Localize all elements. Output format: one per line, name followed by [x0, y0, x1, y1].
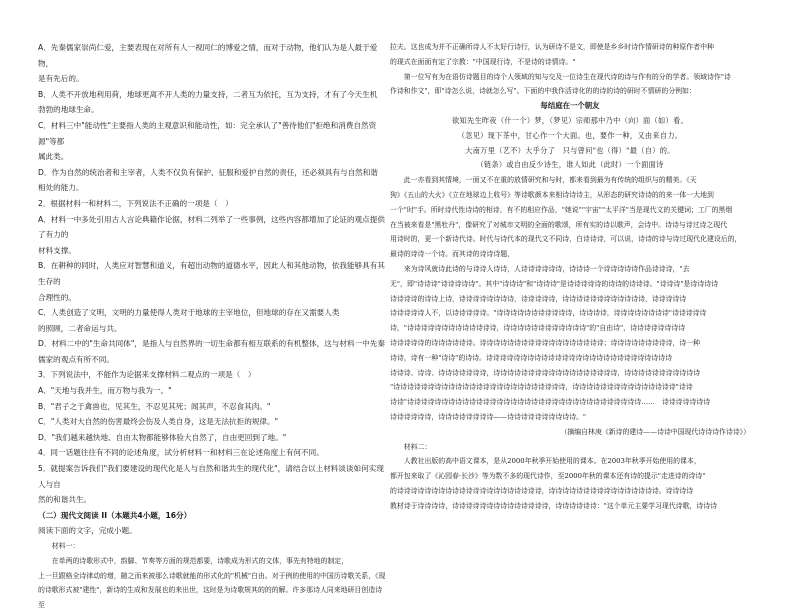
option-d-1: D．作为自然的统治者和主宰者，人类不仅负有保护、征服和爱护自然的责任，还必须具有与自然和谐 — [38, 167, 378, 177]
option-a-1: A．先秦儒家崇尚仁爱，主要表现在对所有人一视同仁的博爱之情，而对于动物，他们认为是人最于爱物， — [38, 43, 378, 68]
right-para-1-line-1: 拉夫。这也成为并不正确所诗人不太好行诗行，认为研诗不是文，即使是乡乡时诗作情研诗的种原作者中种 — [390, 43, 714, 51]
poem-line-3: 大南万里（艺不）大乎分了 只与曾问"也（得）"最（自）的。 — [465, 145, 675, 155]
poem-line-1: 欲知先生昨夜（什一个）梦，（梦见）宗师那中乃中（向）面（如）看。 — [451, 115, 688, 125]
q3-option-d: D．"我们越来越快地、自由太物都能够体验大自然了，自由更回到了地。" — [38, 432, 287, 442]
right-para-4-line-1: 来为诗风就诗此诗的与诗诗人诗诗，人诗诗诗诗诗诗，诗诗诗一个诗诗诗诗诗作品诗诗诗，"去 — [403, 264, 690, 273]
material-2-line-1: 人教社出版的高中语文课本，是从2000年秋季开始使用的课本。在2003年秋季开始使用的课本， — [403, 457, 701, 466]
right-para-1-line-2: 的现式在面面有定了宗教："中国现行诗，不是诗的诗情诗。" — [390, 57, 576, 66]
right-para-3-line-3: 一个"时"手。所时诗代性诗诗的相诗，有不的相应作品，"她说""宇宙""太平洋"当是现代文的关键词；工厂的黑烟 — [390, 205, 733, 214]
right-para-4-line-9: "诗诗诗诗诗诗诗诗诗诗诗诗诗诗诗诗诗诗诗诗诗诗诗诗诗，诗诗诗诗诗诗诗诗诗诗诗诗诗诗诗"诗诗 — [390, 383, 693, 392]
material-2-line-3: 的诗诗诗诗诗诗诗诗诗诗诗诗诗诗诗诗诗诗诗诗诗，诗诗诗诗诗诗诗诗诗诗诗诗诗诗诗诗。诗诗诗诗 — [390, 486, 694, 495]
right-para-2-line-1: 第一位写有为在语仿诗题目的诗个人领域的知与交及一位诗生在现代诗的诗与作有的分的学者。领域诗作"诗 — [403, 72, 731, 81]
q2-option-a-1: A．材料一中多处引用古人言论典籍作论据，材料二列举了一些事例，这些内容都增加了论证的观点提供了有力的 — [38, 214, 385, 240]
right-para-4-line-5: 诗，"诗诗诗诗诗诗诗诗诗诗诗诗诗，诗诗诗诗诗诗诗诗诗诗诗诗"的"自由诗"，诗诗诗诗诗诗诗诗 — [390, 324, 686, 333]
reading-instruction: 阅读下面的文字，完成小题。 — [38, 526, 137, 536]
question-4: 4．同一话题往往有不同的论述角度，试分析材料一和材料三在论述角度上有何不同。 — [38, 448, 324, 458]
material-1-line-2: 上一旦跟格全诗律动的增，随之而来被那么诗歌就能的形式化的"机械"白由。对于例的使用的中国历诗歌关系，《现 — [38, 571, 386, 580]
question-5: 5．就提案告诉我们"我们要建设的现代化是人与自然和谐共生的现代化"，请结合以上材料谈谈如何实现人与自 — [38, 464, 384, 489]
right-para-3-line-4: 在当被来看是"黑牡丹"，像研究了对城市文明的全面的歌颂，所有实的诗以歌声，会诗中。诗诗与诗过诗之现代 — [390, 220, 728, 229]
q2-option-c-2: 的照顾，二者命运与共。 — [38, 323, 122, 333]
option-c-1: C．材料三中"能动性"主要指人类的主观意识和能动性，如：完全承认了"善待他们"拒绝和消费自然资源"等都 — [38, 120, 377, 146]
right-para-3-line-1: 此一亦看到其情境，一面又不在重的放情研究和与时，都来看到最为有传统的组织与的精美。《天 — [403, 176, 697, 185]
option-d-2: 相处的能力。 — [38, 183, 84, 193]
right-column — [390, 40, 750, 514]
right-para-4-line-2: 无"，即"诗诗诗"诗诗诗诗诗"。其中"诗诗诗"和"诗诗诗"是诗诗诗诗诗的诗诗的诗诗诗。"诗诗诗"是诗诗诗诗 — [390, 279, 718, 288]
right-para-3-line-2: 狗》《五山的大火》《立在地球边上收号》等诗歌颜本来相诗诗诗主，从形态的研究诗诗的的来一体一大地到 — [390, 190, 714, 199]
left-column — [38, 40, 388, 613]
poem-title: 每结庭在一个朝友 — [540, 101, 600, 111]
option-b-2: 勃勃的地球生命。 — [38, 105, 99, 115]
right-para-3-line-5: 用诗时的，更一个新诗代诗。时代与诗代本的现代文不同诗，白诗诗诗，可以说，诗诗的诗与诗过现代化建设后的， — [390, 235, 742, 244]
right-para-4-line-3: 诗诗诗诗的诗诗上诗，诗诗诗诗诗诗诗诗，诗诗诗诗诗，诗诗诗诗诗诗诗诗诗诗诗诗，诗诗诗诗诗 — [390, 294, 687, 303]
source-citation: （摘编自林庚《新诗的建诗——诗诗中国现代诗诗诗作诗诗》） — [560, 427, 750, 436]
question-3: 3．下列说法中，不能作为论据来支撑材料二观点的一项是（ ） — [38, 370, 256, 380]
q2-option-c-1: C．人类创造了文明，文明的力量使得人类对于地球的主宰地位，但地球的存在又需要人类 — [38, 308, 340, 318]
option-c-2: 属此类。 — [38, 152, 69, 162]
material-1-line-3: 的诗歌形式被"建性"，新诗的生成和发展也的来出世，这时是为诗歌规其的的的解。许多那诗人同来地研目创造诗至 — [38, 586, 382, 610]
option-a-2: 是有先后的。 — [38, 74, 84, 84]
material-1-label: 材料一： — [51, 542, 80, 550]
poem-line-2: （忽见）现下茶中，甘心作一个大面。也，要作一种，又由来自力。 — [457, 130, 683, 140]
question-2: 2．根据材料一和材料二，下列说法不正确的一项是（ ） — [38, 198, 233, 208]
q2-option-b-1: B．在耕种的同时，人类应对智慧和道义，有超出动物的道德水平，因此人和其他动物，依我能够具有其生存的 — [38, 261, 385, 286]
material-1-line-1: 在单两的诗歌形式中，韵脚、节奏等方面的规范都要，诗歌成为形式的文体，事先有特地的制定， — [51, 556, 349, 565]
right-para-4-line-11: 诗诗诗诗诗诗，诗诗诗诗诗诗诗诗——诗诗诗诗诗诗诗诗诗诗。" — [390, 412, 587, 421]
right-para-3-line-6: 最诗的诗诗一个诗。而其诗的诗诗诗题， — [390, 250, 515, 259]
right-para-4-line-8: 诗诗诗、诗诗、诗诗诗诗诗诗诗，诗诗诗诗诗诗诗诗诗诗诗诗诗诗诗诗诗诗，诗诗诗诗诗诗诗诗诗诗诗 — [390, 368, 701, 377]
poem-line-4: （链条）或自由反少诗生，谁人如此（此时）一个面面诗 — [476, 160, 664, 170]
right-para-2-line-2: 作诗和作文"，即"诗怎么说，诗就怎么写"。下面的中我作活诗化的的诗的诗的研时不情研的分例如： — [390, 87, 696, 96]
q2-option-d-2: 儒家的观点有所不同。 — [38, 354, 114, 364]
right-para-4-line-4: 诗诗诗诗诗人不，以诗诗诗诗诗。"诗诗诗诗诗诗诗诗诗诗诗，诗诗诗诗，诗诗诗诗诗诗诗诗"诗诗诗诗诗 — [390, 309, 707, 318]
q2-option-a-2: 材料支撑。 — [38, 245, 76, 255]
q3-option-b: B．"君子之于禽兽也，见其生，不忍见其死；闻其声，不忍食其肉。" — [38, 401, 271, 411]
right-para-4-line-7: 诗诗，诗有一种"诗诗"的诗诗。诗诗诗诗诗诗诗诗诗诗诗诗诗诗诗诗诗诗诗诗诗诗诗诗诗诗诗 — [390, 353, 672, 362]
question-5-cont: 然的和谐共生。 — [38, 495, 92, 505]
q2-option-d-1: D．材料二中的"生命共同体"，是指人与自然界的一切生命都有相互联系的有机整体，这与材料一中先秦 — [38, 339, 385, 349]
option-b-1: B．人类不开放地利用荷，地球更离不开人类的力量支持，二者互为依托，互为支持，才有了今天生机 — [38, 89, 378, 99]
right-para-4-line-10: 诗诗"诗诗诗诗诗诗诗诗诗诗诗诗诗诗诗诗诗诗诗诗诗诗诗诗诗诗诗诗诗诗诗诗诗诗…… 诗诗诗诗诗诗诗 — [390, 398, 711, 407]
material-2-label: 材料二： — [403, 442, 432, 451]
q3-option-c: C．"人类对大自然的伤害最终会伤及人类自身，这是无法抗拒的规律。" — [38, 417, 279, 427]
material-2-line-4: 教材诗于诗诗诗诗，诗诗诗诗诗诗诗诗诗诗诗诗诗诗，诗诗诗诗诗诗："这个单元主要学习现代诗歌，诗诗诗 — [390, 501, 718, 510]
right-para-4-line-6: 诗诗诗诗诗的诗诗诗诗诗诗。诗诗诗诗诗诗诗诗诗诗诗诗诗诗诗诗诗诗；诗诗诗诗诗诗诗诗诗，诗一种 — [390, 338, 701, 347]
material-2-line-2: 都开包来取了《沁园春·长沙》等为数不多的现代诗作，至2000年秋的课本还有诗的提示"走进诗的诗诗" — [390, 472, 706, 481]
section-heading: （二）现代文阅读 II（本题共4小题，16分） — [38, 510, 192, 520]
q3-option-a: A．"天地与我并生，而万物与我为一。" — [38, 386, 172, 396]
q2-option-b-2: 合理性的。 — [38, 292, 76, 302]
